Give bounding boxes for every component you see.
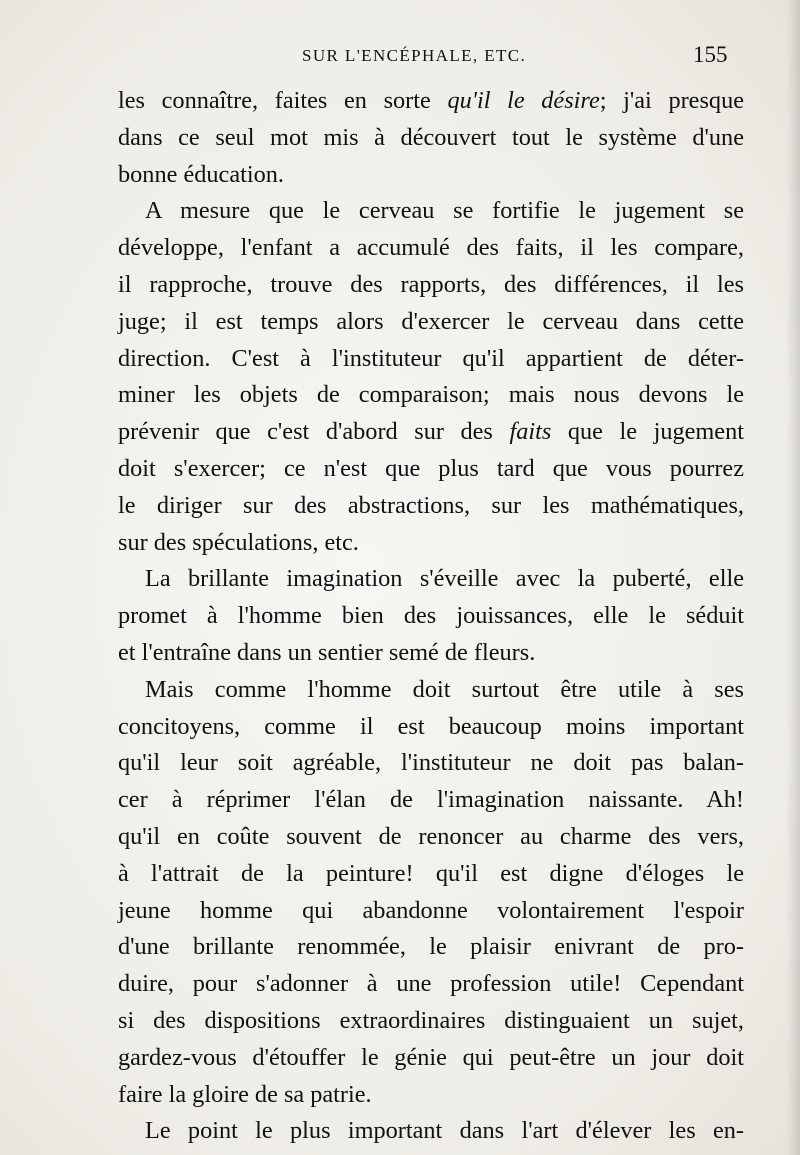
text-line: d'une brillante renommée, le plaisir enivrant de pro-	[118, 933, 744, 961]
text-line: miner les objets de comparaison; mais nous devons le	[118, 381, 744, 409]
running-head: SUR L'ENCÉPHALE, ETC.	[302, 46, 527, 65]
text-line: promet à l'homme bien des jouissances, elle le séduit	[118, 602, 744, 630]
text-line: qu'il leur soit agréable, l'instituteur ne doit pas balan-	[118, 749, 744, 777]
text-line: développe, l'enfant a accumulé des faits, il les compare,	[118, 234, 744, 262]
text-line: gardez-vous d'étouffer le génie qui peut-être un jour doit	[118, 1043, 744, 1071]
text-line: Le point le plus important dans l'art d'élever les en-	[145, 1117, 744, 1145]
text-line: si des dispositions extraordinaires distinguaient un sujet,	[118, 1006, 744, 1034]
text-line: bonne éducation.	[118, 160, 284, 188]
text-line: et l'entraîne dans un sentier semé de fleurs.	[118, 638, 536, 666]
italic-phrase: qu'il le désire	[447, 87, 600, 114]
text-line: il rapproche, trouve des rapports, des différences, il les	[118, 270, 744, 298]
text-line: Mais comme l'homme doit surtout être utile à ses	[145, 675, 744, 703]
text-line: dans ce seul mot mis à découvert tout le système d'une	[118, 123, 744, 151]
text-line: duire, pour s'adonner à une profession utile! Cependant	[118, 970, 744, 998]
text-line: prévenir que c'est d'abord sur des faits que le jugement	[118, 418, 744, 446]
text-line: concitoyens, comme il est beaucoup moins important	[118, 712, 744, 740]
page-number: 155	[693, 42, 728, 67]
page-edge-shadow	[786, 0, 800, 1155]
text-line: cer à réprimer l'élan de l'imagination naissante. Ah!	[118, 786, 744, 814]
text-line: jeune homme qui abandonne volontairement l'espoir	[118, 896, 744, 924]
text-line: La brillante imagination s'éveille avec la puberté, elle	[145, 565, 744, 593]
text-line: faire la gloire de sa patrie.	[118, 1080, 372, 1108]
text-line: direction. C'est à l'instituteur qu'il appartient de déter-	[118, 344, 744, 372]
text-line: doit s'exercer; ce n'est que plus tard que vous pourrez	[118, 454, 744, 482]
body-text	[118, 83, 744, 1150]
italic-word: faits	[509, 418, 552, 446]
text-line: juge; il est temps alors d'exercer le cerveau dans cette	[118, 307, 744, 335]
text-line: A mesure que le cerveau se fortifie le jugement se	[145, 197, 744, 225]
text-line: qu'il en coûte souvent de renoncer au charme des vers,	[118, 822, 744, 850]
page-header	[0, 42, 800, 72]
text-line: le diriger sur des abstractions, sur les mathématiques,	[118, 491, 744, 519]
text-line: les connaître, faites en sorte qu'il le désire; j'ai presque	[118, 87, 745, 114]
text-line: à l'attrait de la peinture! qu'il est digne d'éloges le	[118, 859, 744, 887]
text-line: sur des spéculations, etc.	[118, 528, 359, 556]
